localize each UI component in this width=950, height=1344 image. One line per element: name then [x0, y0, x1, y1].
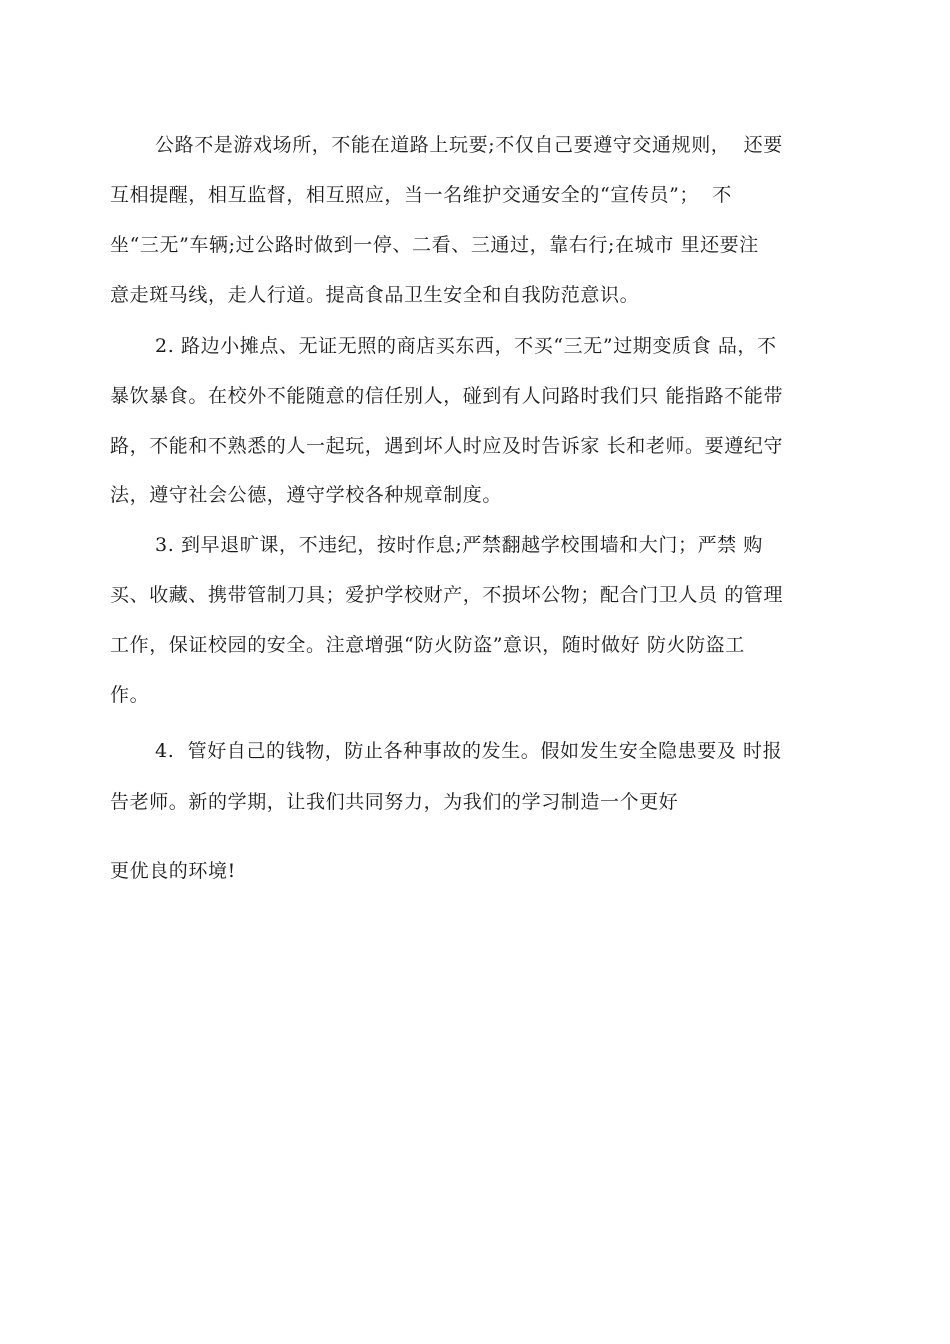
text-line: 3. 到早退旷课，不违纪，按时作息;严禁翻越学校围墙和大门；严禁 购: [155, 534, 764, 556]
text-line: 坐“三无”车辆;过公路时做到一停、二看、三通过，靠右行;在城市 里还要注: [110, 234, 759, 256]
text-line: 路，不能和不熟悉的人一起玩，遇到坏人时应及时告诉家 长和老师。要遵纪守: [110, 435, 784, 457]
text-line: 更优良的环境!: [110, 860, 236, 882]
text-line: 4. 管好自己的钱物，防止各种事故的发生。假如发生安全隐患要及 时报: [155, 740, 783, 762]
text-line: 2. 路边小摊点、无证无照的商店买东西，不买“三无”过期变质食 品，不: [155, 335, 777, 357]
text-line: 暴饮暴食。在校外不能随意的信任别人，碰到有人问路时我们只 能指路不能带: [110, 385, 784, 407]
text-line: 作。: [110, 684, 150, 706]
text-line: 互相提醒，相互监督，相互照应，当一名维护交通安全的“宣传员”； 不: [110, 184, 732, 206]
text-line: 法，遵守社会公德，遵守学校各种规章制度。: [110, 484, 503, 506]
text-line: 意走斑马线，走人行道。提高食品卫生安全和自我防范意识。: [110, 284, 640, 306]
text-line: 工作，保证校园的安全。注意增强“防火防盗”意识，随时做好 防火防盗工: [110, 634, 745, 656]
text-line: 公路不是游戏场所，不能在道路上玩要;不仅自己要遵守交通规则， 还要: [155, 134, 783, 156]
text-line: 买、收藏、携带管制刀具；爱护学校财产，不损坏公物；配合门卫人员 的管理: [110, 584, 784, 606]
text-line: 告老师。新的学期，让我们共同努力，为我们的学习制造一个更好: [110, 791, 679, 813]
